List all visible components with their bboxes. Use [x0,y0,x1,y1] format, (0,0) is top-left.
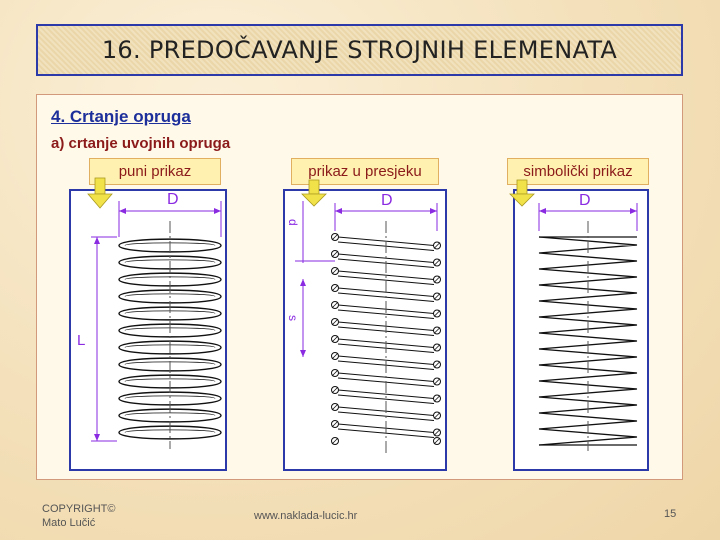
dim-D-full: D [167,191,179,208]
dim-D-symbolic: D [579,192,591,209]
section-subheading: a) crtanje uvojnih opruga [51,135,231,152]
section-heading: 4. Crtanje opruga [51,107,191,126]
footer-copyright [42,502,116,530]
dim-L-full: L [77,332,86,349]
page-number: 15 [664,508,677,520]
dim-d-section: d [286,219,300,226]
dim-D-section: D [381,192,393,209]
slide-title: 16. PREDOČAVANJE STROJNIH ELEMENATA [101,36,618,64]
label-symbolic-view-text: simbolički prikaz [523,163,633,180]
arrow-section [302,180,326,206]
label-section-view-text: prikaz u presjeku [308,163,422,180]
arrow-full [88,178,112,208]
arrow-symbolic [510,180,534,206]
label-full-view-text: puni prikaz [118,163,192,180]
dim-s-section: s [286,315,300,321]
copyright-line-2: Mato Lučić [42,517,96,529]
copyright-line-1: COPYRIGHT© [42,503,116,515]
footer-url[interactable]: www.naklada-lucic.hr [254,510,358,522]
